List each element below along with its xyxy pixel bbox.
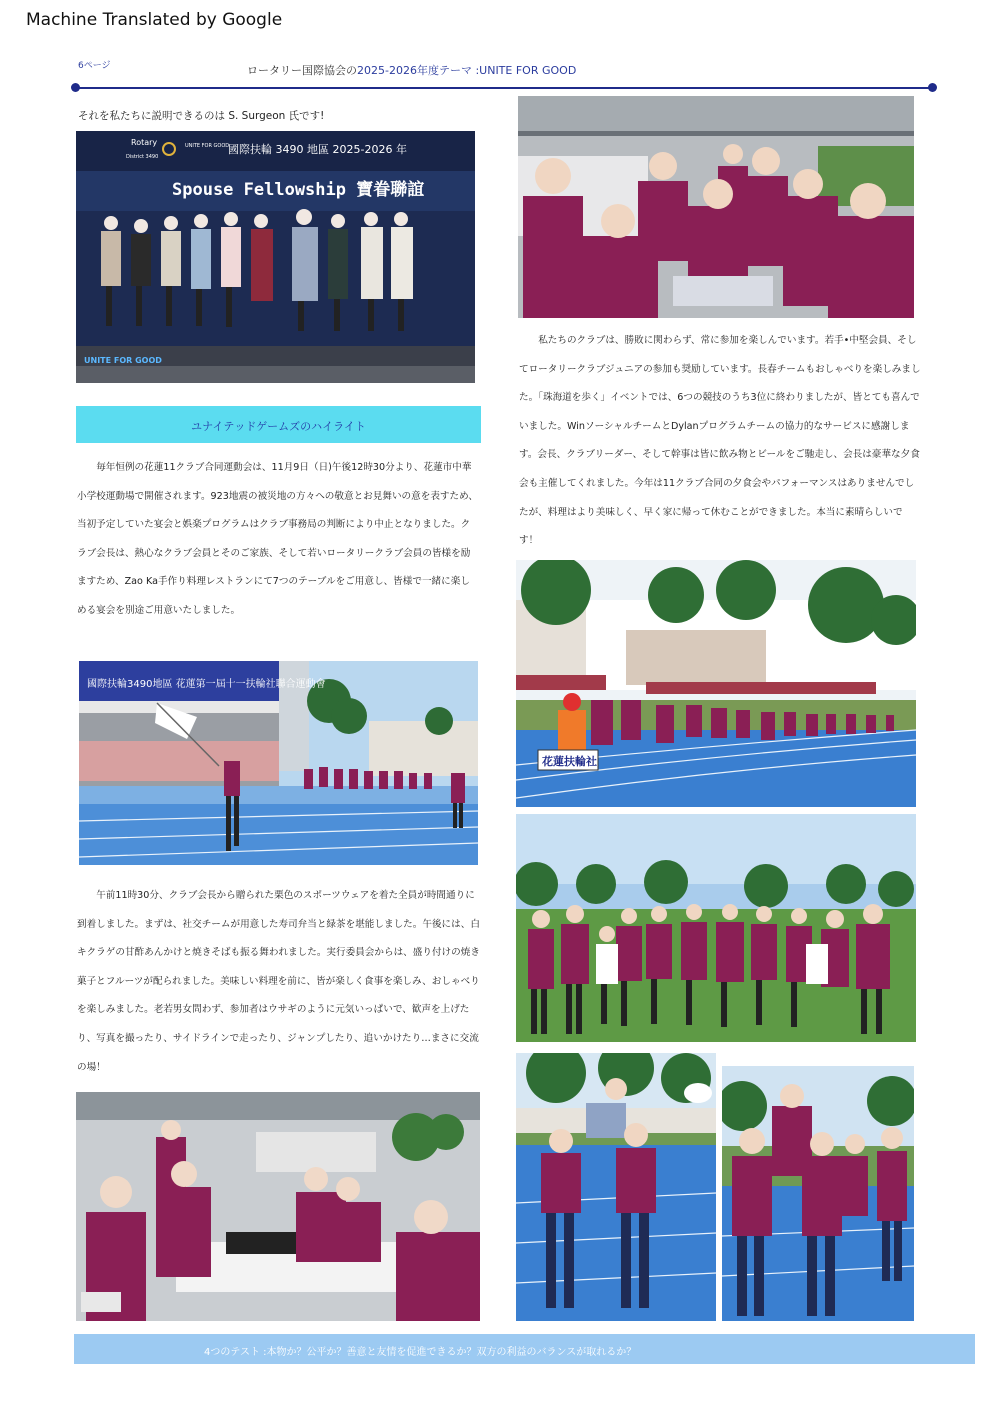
rotary-logo-text: Rotary (131, 138, 158, 147)
district-text: District 3490 (126, 154, 159, 160)
piggyback-photo-1 (516, 1053, 716, 1321)
theme-highlight: 2025-2026年度テーマ :UNITE FOR GOOD (357, 64, 577, 77)
group-field-photo (516, 814, 916, 1042)
machine-translated-banner: Machine Translated by Google (26, 10, 283, 30)
theme-heading (247, 62, 576, 78)
paragraph-text: 午前11時30分、クラブ会長から贈られた栗色のスポーツウェアを着た全員が時間通りに到着しました。まずは、社交チームが用意した寿司弁当と緑茶を堪能しました。午後には、白キクラゲの甘酢あんかけと焼きそばも振る舞われました。実行委員会からは、盛り付けの焼き菓子とフルーツが配られました。美味しい料理を前に、皆が楽しく食事を楽しみ、おしゃべりを楽しみました。老若男女問わず、参加者はウサギのように元気いっぱいで、歓声を上げたり、写真を撮ったり、サイドラインで走ったり、ジャンプしたり、追いかけたり…まさに交流の場！ (77, 890, 480, 1073)
four-way-test-text: 4つのテスト :本物か？公平か？善意と友情を促進できるか？双方の利益のバランスが取れるか？ (204, 1347, 637, 1358)
rule-dot-right (928, 83, 937, 92)
four-way-test-bar (74, 1334, 975, 1364)
section-heading-bar (76, 406, 481, 443)
parade-banner-text: 國際扶輪3490地區 花蓮第一屆十一扶輪社聯合運動會 (87, 679, 326, 690)
corner-logo-text: UNITE FOR GOOD (84, 356, 162, 365)
team-cheer-photo (518, 96, 914, 318)
spouse-fellowship-photo (76, 131, 475, 383)
right-paragraph (519, 327, 921, 556)
left-paragraph-1 (77, 454, 479, 626)
parade-photo (79, 661, 478, 865)
paragraph-text: 毎年恒例の花蓮11クラブ合同運動会は、11月9日（日)午後12時30分より、花蓮市中華小学校運動場で開催されます。923地震の被災地の方々への敬意とお見舞いの意を表すため、当初予定していた宴会と娯楽プログラムはクラブ事務局の判断により中止となりました。クラブ会長は、熱心なクラブ会員とそのご家族、そして若いロータリークラブ会員の皆様を励ますため、Zao Ka手作り料理レストランにて7つのテーブルをご用意し、皆様で一緒に楽しめる宴会を別途ご用意いたしました。 (77, 462, 478, 616)
club-sign-text: 花蓮扶輪社 (542, 755, 597, 768)
left-paragraph-2 (77, 882, 481, 1082)
photo-caption: それを私たちに説明できるのは S. Surgeon 氏です! (78, 110, 325, 122)
header-rule (76, 87, 932, 89)
unite-small-text: UNITE FOR GOOD (185, 143, 230, 149)
section-heading: ユナイテッドゲームズのハイライト (191, 420, 366, 433)
piggyback-photo-2 (722, 1066, 914, 1321)
page-number: 6ページ (78, 61, 111, 71)
stage-title-text: Spouse Fellowship 寶眷聯誼 (172, 180, 425, 200)
paragraph-text: 私たちのクラブは、勝敗に関わらず、常に参加を楽しんでいます。若手•中堅会員、そしてロータリークラブジュニアの参加も奨励しています。長春チームもおしゃべりを楽しみました。「珠海道を歩く」イベントでは、6つの競技のうち3位に終わりましたが、皆とても喜んでいました。WinソーシャルチームとDylanプログラムチームの協力的なサービスに感謝します。会長、クラブリーダー、そして幹事は皆に飲み物とビールをご馳走し、会長は豪華な夕食会も主催してくれました。今年は11クラブ合同の夕食会やパフォーマンスはありませんでしたが、料理はより美味しく、早く家に帰って休むことができました。本当に素晴らしいです！ (519, 335, 921, 547)
rule-dot-left (71, 83, 80, 92)
stage-header-text: 國際扶輪 3490 地區 2025-2026 年 (228, 143, 407, 156)
theme-prefix: ロータリー国際協会の (247, 64, 357, 77)
track-march-photo (516, 560, 916, 807)
food-tent-photo (76, 1092, 480, 1321)
